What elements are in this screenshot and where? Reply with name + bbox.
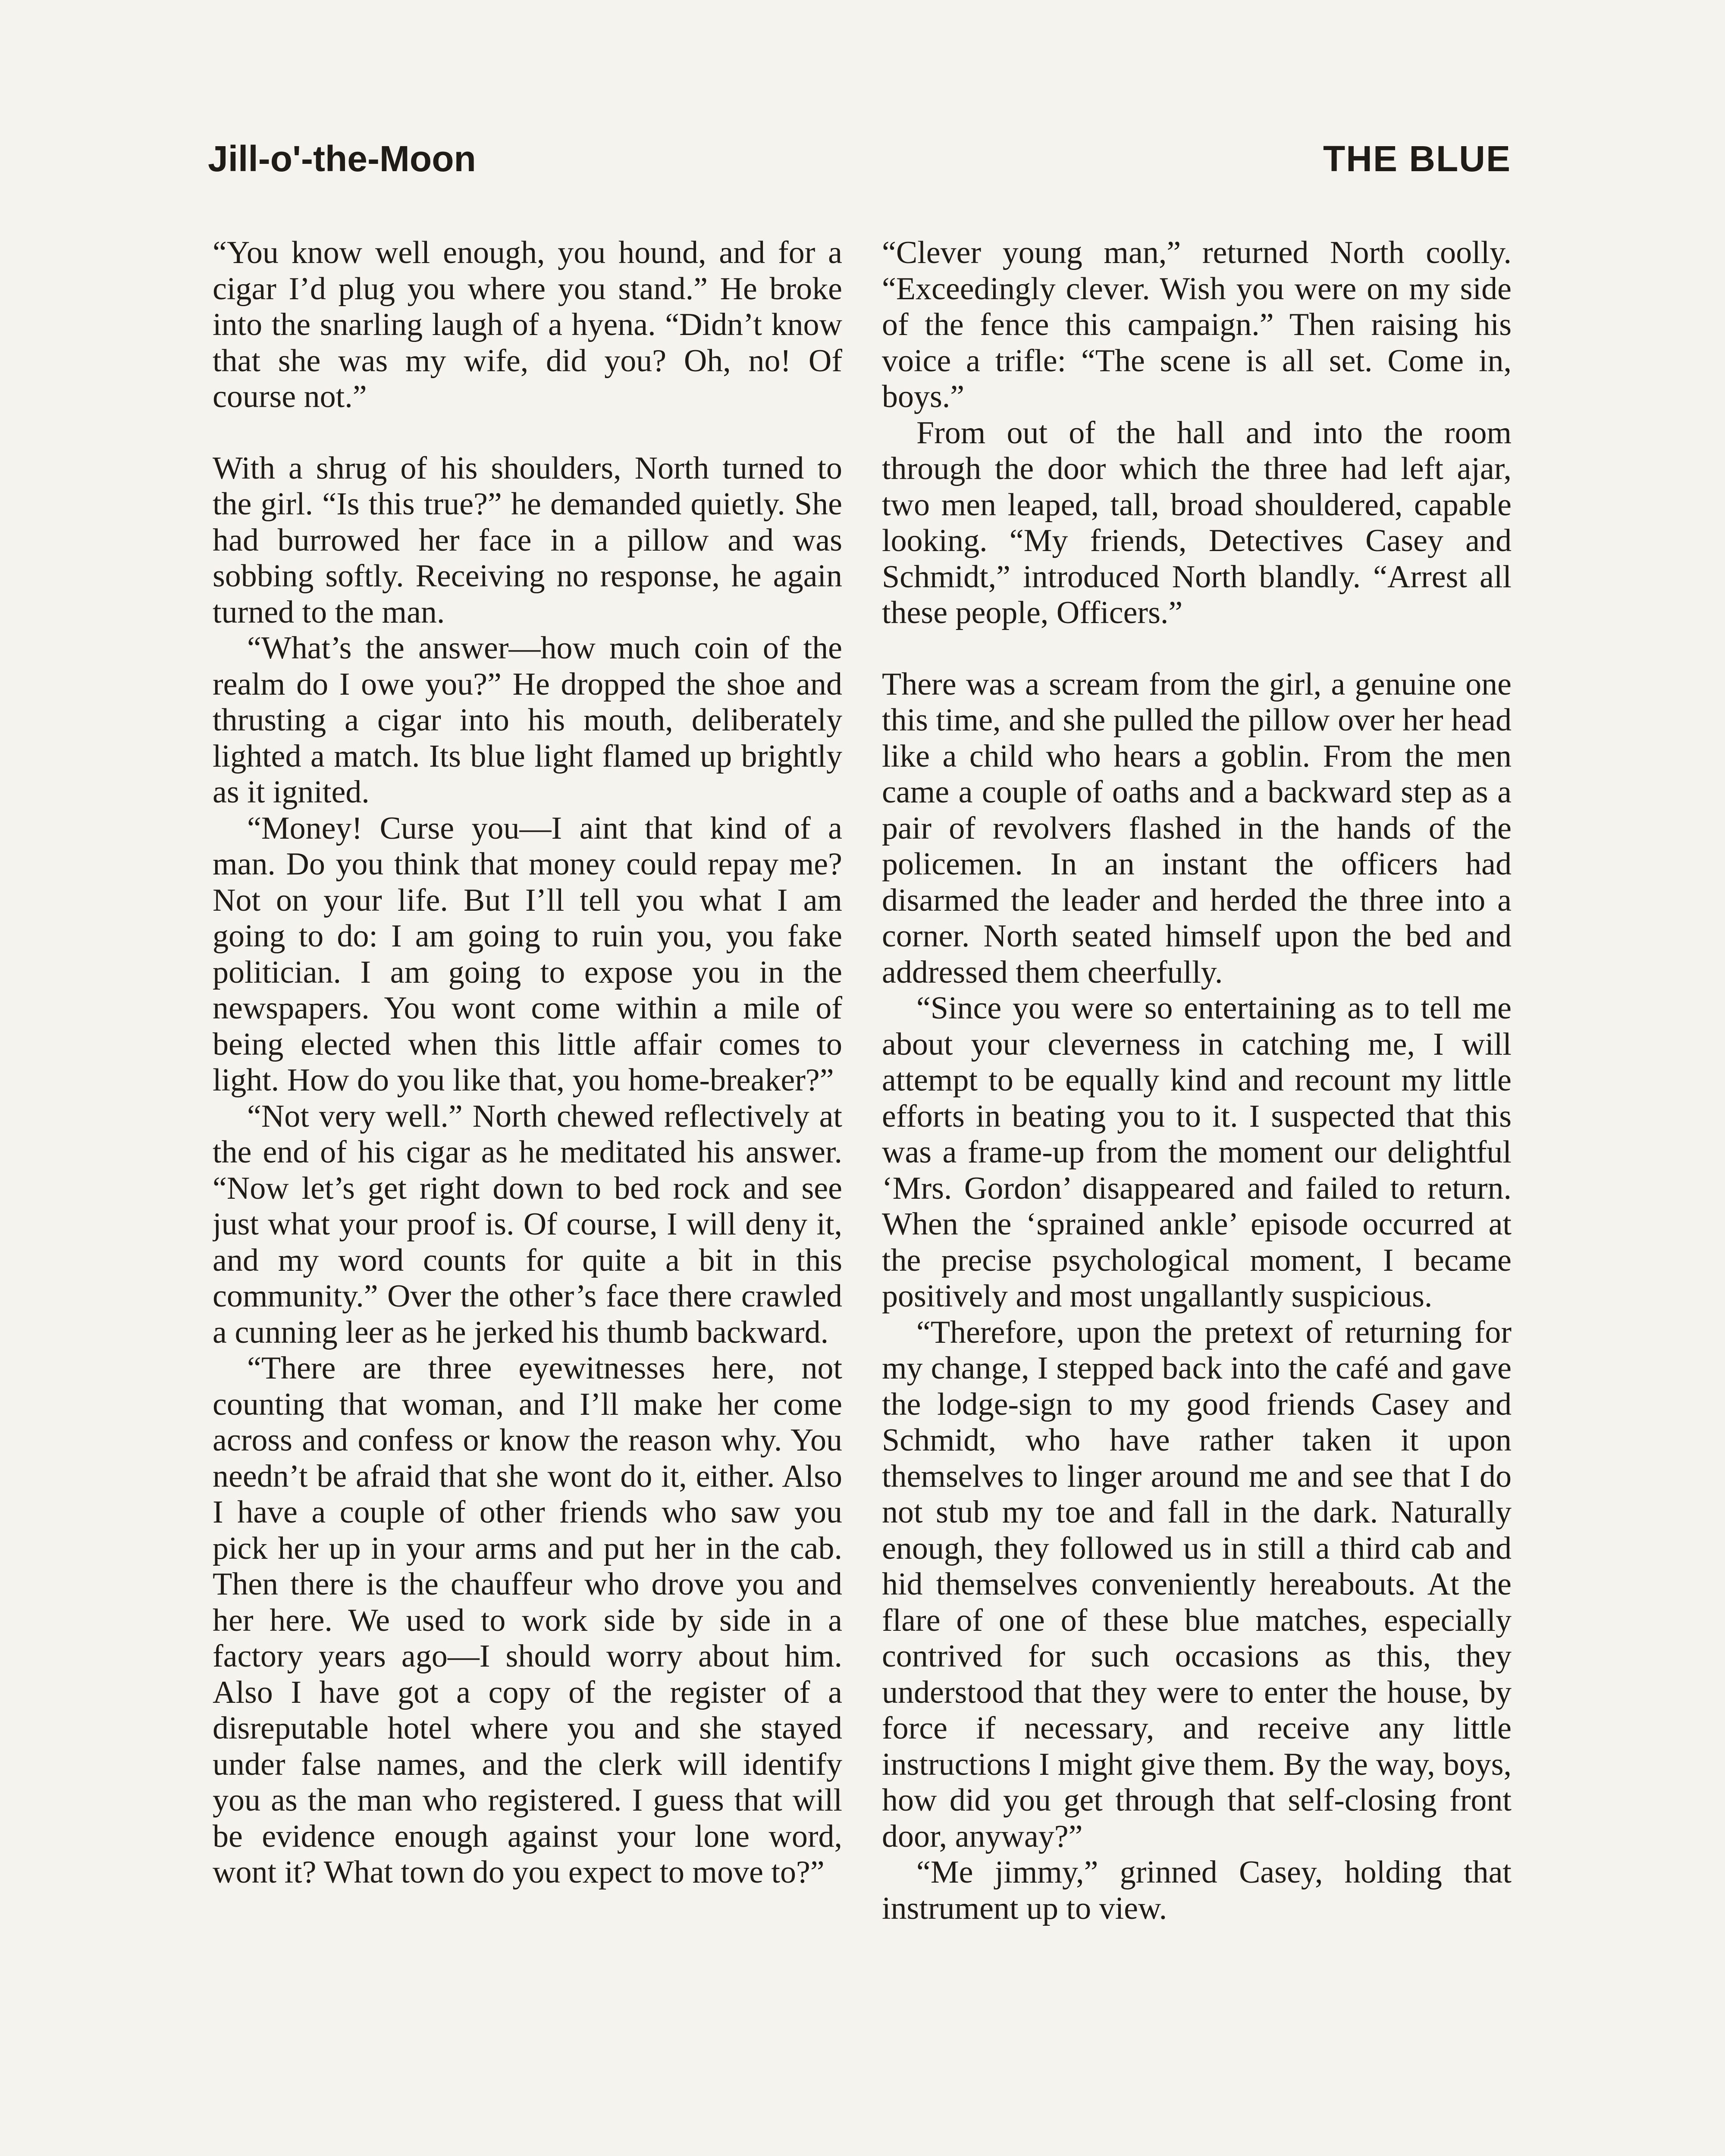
paragraph: There was a scream from the girl, a genuine one this time, and she pulled the pillow over her head like a child who hears a goblin. From the men came a couple of oaths and a backward step as a pair of revolvers flashed in the hands of the policemen. In an instant the officers had disarmed the leader and herded the three into a corner. North seated himself upon the bed and addressed them cheerfully.: [882, 666, 1512, 990]
paragraph: “Clever young man,” returned North coolly. “Exceedingly clever. Wish you were on my side of the fence this campaign.” Then raising his voice a trifle: “The scene is all set. Come in, boys.”: [882, 235, 1512, 414]
paragraph: From out of the hall and into the room through the door which the three had left ajar, two men leaped, tall, broad shouldered, capable looking. “My friends, Detectives Casey and Schmidt,” introduced North blandly. “Arrest all these people, Officers.”: [882, 415, 1512, 630]
section-title: THE BLUE: [1323, 138, 1511, 179]
left-column: [213, 235, 842, 2156]
paragraph: “Me jimmy,” grinned Casey, holding that instrument up to view.: [882, 1855, 1512, 1926]
paragraph: “You know well enough, you hound, and for a cigar I’d plug you where you stand.” He broke into the snarling laugh of a hyena. “Didn’t know that she was my wife, did you? Oh, no! Of course not.”: [213, 235, 842, 414]
right-column: [882, 235, 1512, 2156]
paragraph: “Not very well.” North chewed reflectively at the end of his cigar as he meditated his answer. “Now let’s get right down to bed rock and see just what your proof is. Of course, I will deny it, and my word counts for quite a bit in this community.” Over the other’s face there crawled a cunning leer as he jerked his thumb backward.: [213, 1098, 842, 1350]
paragraph: “Money! Curse you—I aint that kind of a man. Do you think that money could repay me? Not on your life. But I’ll tell you what I am going to do: I am going to ruin you, you fake politician. I am going to expose you in the newspapers. You wont come within a mile of being elected when this little affair comes to light. How do you like that, you home-breaker?”: [213, 810, 842, 1098]
paragraph: With a shrug of his shoulders, North turned to the girl. “Is this true?” he demanded quietly. She had burrowed her face in a pillow and was sobbing softly. Receiving no response, he again turned to the man.: [213, 450, 842, 630]
paragraph: “Since you were so entertaining as to tell me about your cleverness in catching me, I will attempt to be equally kind and recount my little efforts in beating you to it. I suspected that this was a frame-up from the moment our delightful ‘Mrs. Gordon’ disappeared and failed to return. When the ‘sprained ankle’ episode occurred at the precise psychological moment, I became positively and most ungallantly suspicious.: [882, 990, 1512, 1314]
page-header: [208, 138, 1511, 198]
paragraph: “There are three eyewitnesses here, not counting that woman, and I’ll make her come across and confess or know the reason why. You needn’t be afraid that she wont do it, either. Also I have a couple of other friends who saw you pick her up in your arms and put her in the cab. Then there is the chauffeur who drove you and her here. We used to work side by side in a factory years ago—I should worry about him. Also I have got a copy of the register of a disreputable hotel where you and she stayed under false names, and the clerk will identify you as the man who registered. I guess that will be evidence enough against your lone word, wont it? What town do you expect to move to?”: [213, 1351, 842, 1890]
paragraph: “Therefore, upon the pretext of returning for my change, I stepped back into the café and gave the lodge-sign to my good friends Casey and Schmidt, who have rather taken it upon themselves to linger around me and see that I do not stub my toe and fall in the dark. Naturally enough, they followed us in still a third cab and hid themselves conveniently hereabouts. At the flare of one of these blue matches, especially contrived for such occasions as this, they understood that they were to enter the house, by force if necessary, and receive any little instructions I might give them. By the way, boys, how did you get through that self-closing front door, anyway?”: [882, 1314, 1512, 1854]
paragraph: “What’s the answer—how much coin of the realm do I owe you?” He dropped the shoe and thrusting a cigar into his mouth, deliberately lighted a match. Its blue light flamed up brightly as it ignited.: [213, 630, 842, 810]
running-title: Jill-o'-the-Moon: [208, 138, 476, 179]
